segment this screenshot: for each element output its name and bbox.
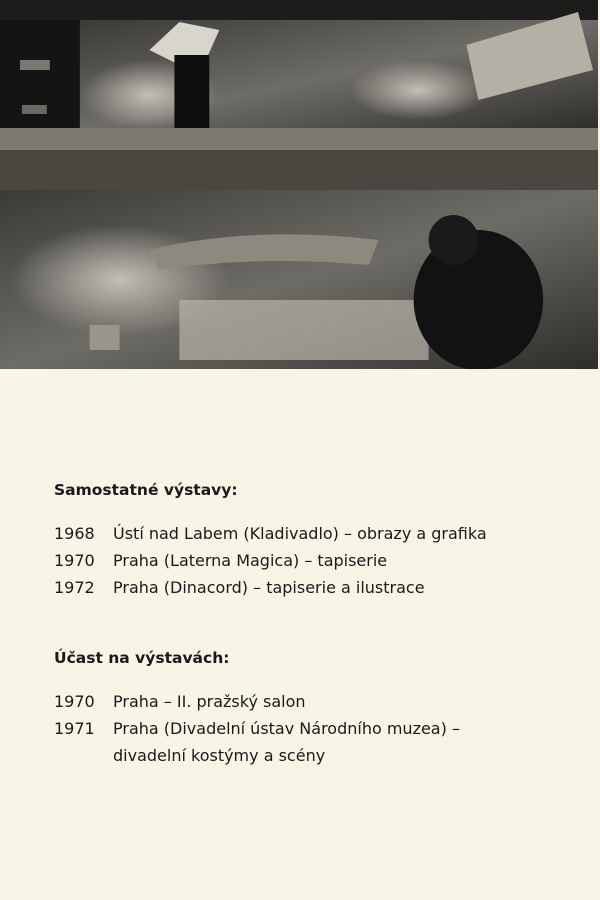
exhibition-text: Praha (Divadelní ústav Národního muzea) – [113,719,460,738]
exhibition-text: Ústí nad Labem (Kladivadlo) – obrazy a grafika [113,524,487,543]
exhibition-text: Praha (Laterna Magica) – tapiserie [113,551,388,570]
year: 1970 [54,692,95,711]
list-item [54,688,574,715]
list-item [54,574,574,601]
solo-exhibitions-section [54,478,574,601]
list-item-continuation [54,742,574,769]
year: 1968 [54,524,95,543]
photo-image [0,0,598,369]
exhibition-text: divadelní kostýmy a scény [113,746,326,765]
exhibition-list [54,520,574,601]
year [54,742,113,769]
year: 1970 [54,551,95,570]
exhibition-text: Praha (Dinacord) – tapiserie a ilustrace [113,578,425,597]
section-heading: Samostatné výstavy: [54,481,238,499]
exhibition-list [54,688,574,769]
year: 1972 [54,578,95,597]
section-heading: Účast na výstavách: [54,649,230,667]
list-item [54,715,574,742]
exhibitions-content [54,478,574,769]
group-exhibitions-section [54,646,574,769]
list-item [54,547,574,574]
exhibition-text: Praha – II. pražský salon [113,692,306,711]
list-item [54,520,574,547]
year: 1971 [54,719,95,738]
loom-photograph [0,0,598,369]
